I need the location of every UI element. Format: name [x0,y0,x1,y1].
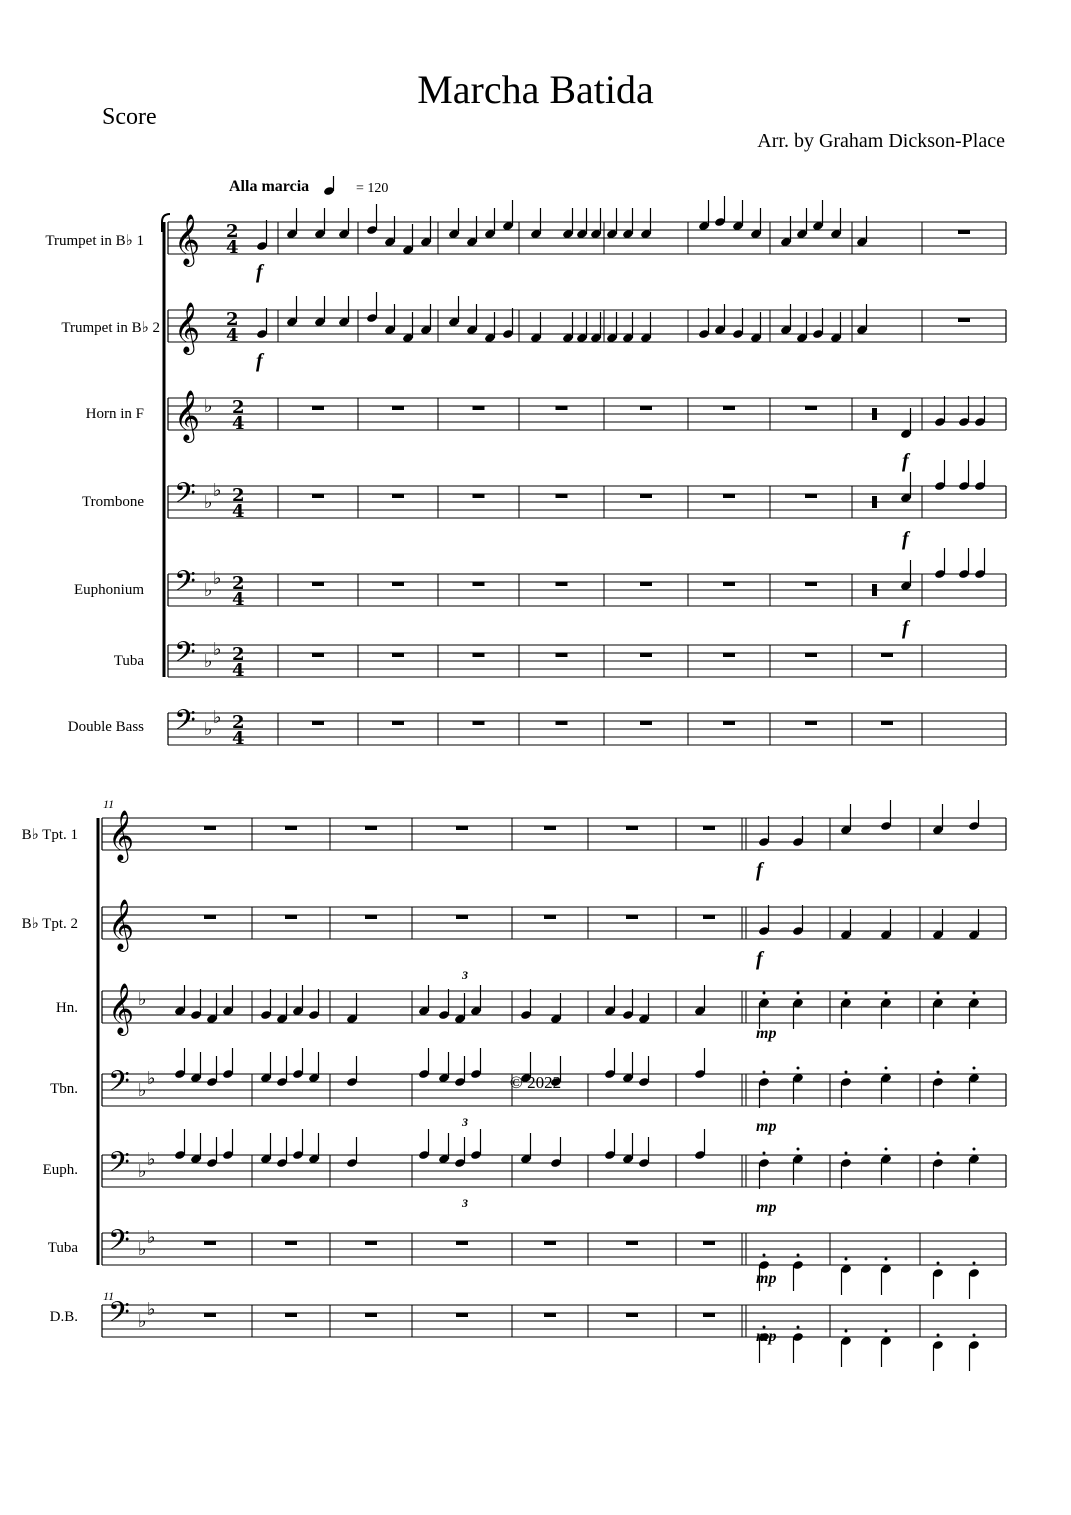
staccato-dot [885,1148,888,1151]
whole-rest [544,1313,556,1317]
whole-rest [204,826,216,830]
whole-rest [285,1313,297,1317]
quarter-rest [872,408,877,420]
whole-rest [392,721,404,725]
whole-rest [556,721,568,725]
whole-rest [703,1313,715,1317]
flat-sign: ♭ [204,396,213,416]
dynamic-marking: mp [756,1270,777,1287]
barlines [98,214,1006,1337]
instrument-abbr-euphonium: Euph. [42,1162,78,1178]
time-signature-top: 2 [232,573,245,594]
tuplet-number: 3 [462,968,468,982]
staccato-dot [973,1334,976,1337]
staccato-dot [973,1262,976,1265]
staccato-dot [885,1067,888,1070]
whole-rest [312,406,324,410]
flat-sign: ♭ [147,1149,156,1169]
bass-clef: 𝄢 [174,477,196,517]
staff-lines [102,222,1006,1337]
instrument-name-trumpet-2: Trumpet in B♭ 2 [61,320,160,336]
flat-sign: ♭ [213,639,222,659]
instrument-name-double-bass: Double Bass [67,719,144,735]
instrument-name-horn: Horn in F [85,406,144,422]
time-signature-bottom: 4 [232,589,245,610]
whole-rest [881,653,893,657]
whole-rest [640,406,652,410]
flat-sign: ♭ [213,707,222,727]
time-signature-top: 2 [226,221,239,242]
whole-rest [365,915,377,919]
tuplet-number: 3 [462,1196,468,1210]
flat-sign: ♭ [213,480,222,500]
bass-clef: 𝄢 [174,565,196,605]
whole-rest [626,1241,638,1245]
measure-number-bass: 11 [103,1289,115,1303]
instrument-name-euphonium: Euphonium [74,582,144,598]
time-signature-top: 2 [226,309,239,330]
whole-rest [312,582,324,586]
dynamics [103,176,911,1345]
whole-rest [556,406,568,410]
time-signature-bottom: 4 [226,325,239,346]
flat-sign: ♭ [213,568,222,588]
staccato-dot [763,992,766,995]
whole-rest [544,826,556,830]
whole-rest [473,494,485,498]
whole-rest [703,915,715,919]
bass-clef: 𝄢 [174,704,196,744]
whole-rest [703,1241,715,1245]
whole-rest [805,653,817,657]
staccato-dot [797,1148,800,1151]
flat-sign: ♭ [138,1161,147,1181]
whole-rest [556,582,568,586]
treble-clef: 𝄞 [108,983,135,1034]
whole-rest [456,1241,468,1245]
whole-rest [626,826,638,830]
bass-clef: 𝄢 [108,1224,130,1264]
flat-sign: ♭ [147,1299,156,1319]
whole-rest [723,494,735,498]
whole-rest [626,1313,638,1317]
whole-rest [312,494,324,498]
staccato-dot [845,1152,848,1155]
whole-rest [392,582,404,586]
flat-sign: ♭ [204,580,213,600]
score-label: Score [102,104,157,130]
flat-sign: ♭ [138,1239,147,1259]
whole-rest [556,653,568,657]
whole-rest [285,826,297,830]
treble-clef: 𝄞 [174,302,201,353]
instrument-name-trombone: Trombone [82,494,144,510]
clefs [108,214,245,1336]
whole-rest [723,582,735,586]
bass-clef: 𝄢 [108,1065,130,1105]
staccato-dot [763,1254,766,1257]
time-signature-bottom: 4 [232,660,245,681]
whole-rest [805,494,817,498]
flat-sign: ♭ [204,719,213,739]
dynamic-marking: mp [756,1328,777,1345]
flat-sign: ♭ [147,1068,156,1088]
treble-clef: 𝄞 [174,390,201,441]
whole-rest [285,1241,297,1245]
whole-rest [473,582,485,586]
instrument-abbr-horn: Hn. [55,1000,78,1016]
flat-sign: ♭ [204,492,213,512]
whole-rest [544,1241,556,1245]
staccato-dot [885,992,888,995]
whole-rest [723,406,735,410]
instrument-abbr-trumpet-2: B♭ Tpt. 2 [21,916,78,932]
whole-rest [204,1241,216,1245]
staccato-dot [797,1254,800,1257]
whole-rest [392,494,404,498]
staccato-dot [845,1258,848,1261]
time-signature-bottom: 4 [232,728,245,749]
whole-rest [456,826,468,830]
time-signature-top: 2 [232,712,245,733]
dynamic-marking: f [756,948,763,970]
dynamic-marking: f [902,617,909,639]
dynamic-marking: f [756,859,763,881]
dynamic-marking: f [902,450,909,472]
time-signature-bottom: 4 [232,413,245,434]
instrument-abbr-trombone: Tbn. [50,1081,78,1097]
whole-rest [456,915,468,919]
staccato-dot [937,1262,940,1265]
whole-rest [556,494,568,498]
dynamic-marking: mp [756,1118,777,1135]
tempo-marking: Alla marcia [229,178,310,195]
whole-rest [392,406,404,410]
staccato-dot [797,992,800,995]
staccato-dot [797,1067,800,1070]
whole-rest [285,915,297,919]
staccato-dot [973,1148,976,1151]
quarter-rest [872,496,877,508]
time-signature-top: 2 [232,397,245,418]
whole-rest [626,915,638,919]
whole-rest [958,230,970,234]
flat-sign: ♭ [138,989,147,1009]
staccato-dot [973,992,976,995]
whole-rest [392,653,404,657]
staccato-dot [797,1326,800,1329]
score-title: Marcha Batida [417,67,654,112]
instrument-name-trumpet-1: Trumpet in B♭ 1 [45,233,144,249]
bass-clef: 𝄢 [174,636,196,676]
flat-sign: ♭ [138,1080,147,1100]
whole-rest [805,721,817,725]
whole-rest [640,653,652,657]
time-signature-bottom: 4 [226,237,239,258]
staccato-dot [937,992,940,995]
whole-rest [312,721,324,725]
whole-rest [703,826,715,830]
whole-rest [365,1313,377,1317]
measure-number: 11 [103,797,115,811]
flat-sign: ♭ [138,1311,147,1331]
whole-rest [723,653,735,657]
whole-rest [473,653,485,657]
staccato-dot [763,1152,766,1155]
whole-rest [544,915,556,919]
treble-clef: 𝄞 [174,214,201,265]
bass-clef: 𝄢 [108,1296,130,1336]
whole-rest [204,1313,216,1317]
whole-rest [473,721,485,725]
dynamic-marking: mp [756,1199,777,1216]
whole-rest [881,721,893,725]
instrument-abbr-double-bass: D.B. [49,1309,78,1325]
whole-rest [365,1241,377,1245]
dynamic-marking: mp [756,1025,777,1042]
staccato-dot [845,1330,848,1333]
time-signature-bottom: 4 [232,501,245,522]
time-signature-top: 2 [232,644,245,665]
time-signature-top: 2 [232,485,245,506]
staccato-dot [885,1330,888,1333]
whole-rest [456,1313,468,1317]
instrument-name-tuba: Tuba [113,653,144,669]
flat-sign: ♭ [204,651,213,671]
whole-rest [723,721,735,725]
flat-sign: ♭ [147,1227,156,1247]
staccato-dot [845,992,848,995]
copyright-notice: © 2022 [509,1073,562,1092]
whole-rest [958,318,970,322]
whole-rest [640,582,652,586]
whole-rest [473,406,485,410]
instrument-abbr-tuba: Tuba [47,1240,78,1256]
staccato-dot [937,1334,940,1337]
quarter-rest [872,584,877,596]
staccato-dot [885,1258,888,1261]
whole-rest [805,406,817,410]
dynamic-marking: f [256,261,263,283]
whole-rest [204,915,216,919]
staccato-dot [937,1152,940,1155]
arranger-credit: Arr. by Graham Dickson-Place [757,130,1005,152]
whole-rest [805,582,817,586]
tuplet-number: 3 [462,1115,468,1129]
staccato-dot [973,1067,976,1070]
tempo-value: = 120 [356,181,389,196]
whole-rest [312,653,324,657]
whole-rest [365,826,377,830]
bass-clef: 𝄢 [108,1146,130,1186]
instrument-abbr-trumpet-1: B♭ Tpt. 1 [21,827,78,843]
whole-rest [640,494,652,498]
dynamic-marking: f [256,350,263,372]
dynamic-marking: f [902,528,909,550]
whole-rest [640,721,652,725]
treble-clef: 𝄞 [108,899,135,950]
treble-clef: 𝄞 [108,810,135,861]
notes [174,196,986,1371]
